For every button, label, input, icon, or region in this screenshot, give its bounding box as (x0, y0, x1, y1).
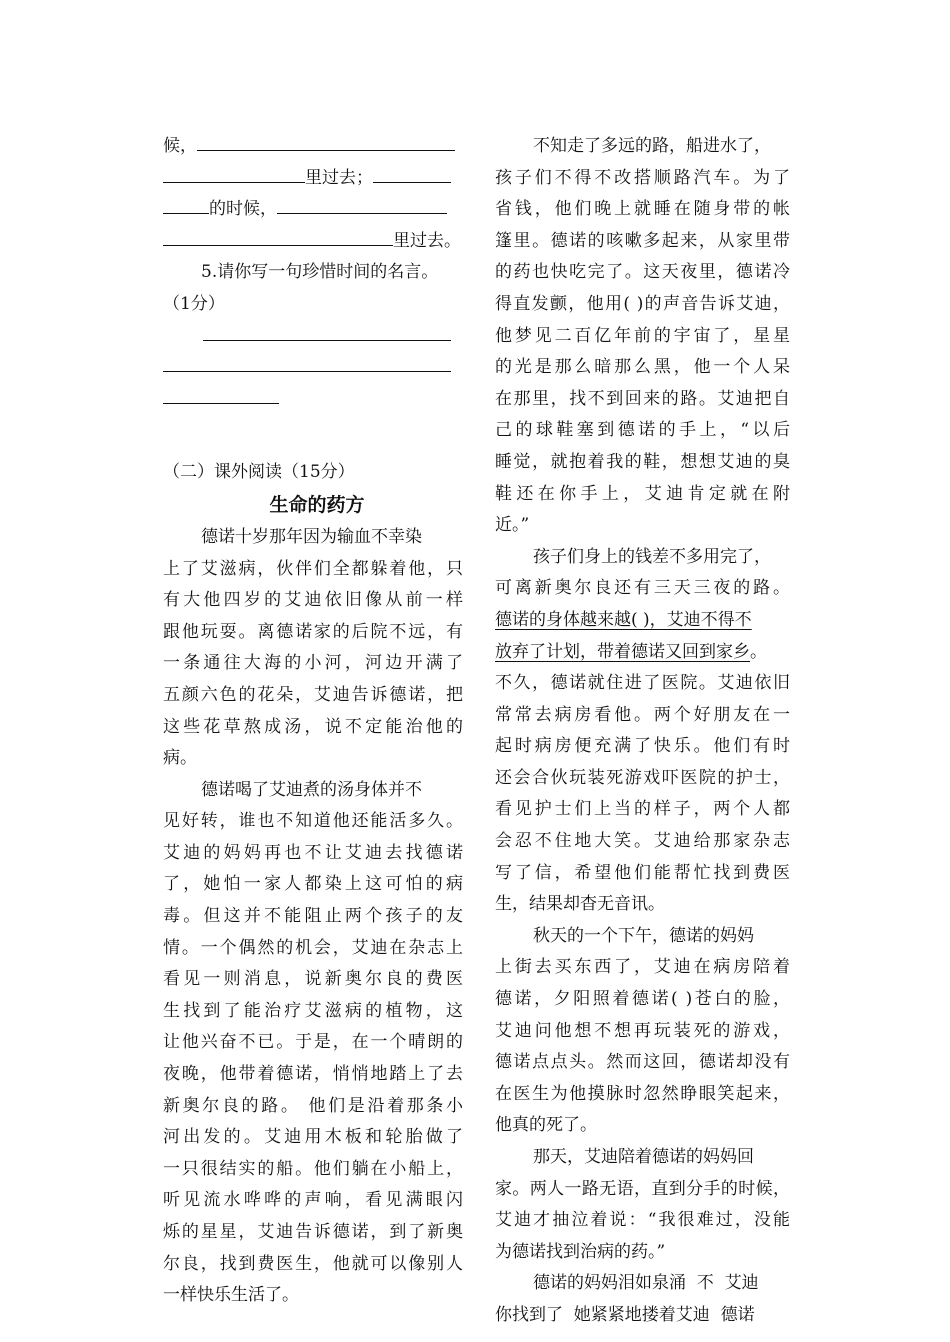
right-column (495, 131, 790, 1332)
text-line: 上了艾滋病，伙伴们全都躲着他，只 (163, 558, 463, 579)
text-line: 看见一则消息，说新奥尔良的费医 (163, 969, 463, 990)
text-line: 德诺的妈妈泪如泉涌 不 艾迪 (533, 1273, 759, 1294)
text-line: 艾迪的妈妈再也不让艾迪去找德诺 (163, 842, 463, 863)
answer-blank[interactable] (163, 353, 451, 372)
text-line: 起时病房便充满了快乐。他们有时 (495, 736, 790, 757)
answer-blank[interactable] (163, 385, 279, 404)
answer-blank[interactable] (197, 132, 455, 151)
text-line: 可离新奥尔良还有三天三夜的路。 (495, 578, 790, 599)
text-line: 在医生为他摸脉时忽然睁眼笑起来， (495, 1083, 790, 1104)
underlined-sentence-line-2: 放弃了计划，带着德诺又回到家乡。 (495, 641, 767, 662)
text-line: 孩子们身上的钱差不多用完了， (533, 546, 771, 567)
text-line: 为德诺找到治病的药。” (495, 1241, 666, 1262)
text-line: 艾迪问他想不想再玩装死的游戏， (495, 1020, 790, 1041)
q5-answer-line-3 (163, 384, 463, 416)
text-line: 尔良，找到费医生，他就可以像别人 (163, 1253, 463, 1274)
text-line: 德诺点点头。然而这回，德诺却没有 (495, 1052, 790, 1073)
text-line: 情。一个偶然的机会，艾迪在杂志上 (163, 937, 463, 958)
answer-blank[interactable] (163, 164, 305, 183)
paragraph-4 (495, 542, 790, 921)
text-line: 不久，德诺就住进了医院。艾迪依旧 (495, 673, 790, 694)
text-line: 了，她怕一家人都染上这可怕的病 (163, 874, 463, 895)
text-line: 会忍不住地大笑。艾迪给那家杂志 (495, 831, 790, 852)
text-line: 他梦见二百亿年前的宇宙了，星星 (495, 325, 790, 346)
q5-answer-line-1 (163, 321, 463, 353)
text-line: 上街去买东西了，艾迪在病房陪着 (495, 957, 790, 978)
text-line: 一只很结实的船。他们躺在小船上， (163, 1158, 463, 1179)
text-line: 新奥尔良的路。 他们是沿着那条小 (163, 1095, 463, 1116)
paragraph-7 (495, 1268, 790, 1331)
text-line: 烁的星星，艾迪告诉德诺，到了新奥 (163, 1222, 463, 1242)
text-line: 睡觉，就抱着我的鞋，想想艾迪的臭 (495, 451, 790, 472)
text-line: 那天，艾迪陪着德诺的妈妈回 (533, 1147, 754, 1167)
answer-blank[interactable] (277, 195, 447, 214)
text-line: 己的球鞋塞到德诺的手上，“以后 (495, 420, 790, 441)
section-heading: （二）课外阅读（15分） (163, 462, 355, 483)
text-line: 一样快乐生活了。 (163, 1285, 299, 1306)
text-line: 还会合伙玩装死游戏吓医院的护士， (495, 767, 790, 788)
paragraph-1 (163, 522, 463, 775)
text-line: 这些花草熬成汤，说不定能治他的 (163, 716, 463, 737)
text-line: 秋天的一个下午，德诺的妈妈 (533, 925, 754, 946)
text-line: 得直发颤，他用( )的声音告诉艾迪， (495, 293, 790, 314)
answer-blank[interactable] (203, 322, 451, 341)
text-line: 看见护士们上当的样子，两个人都 (495, 799, 790, 820)
underlined-text: 德诺的身体越来越( )，艾迪不得不 (495, 609, 752, 630)
text-line: 五颜六色的花朵，艾迪告诉德诺，把 (163, 684, 463, 705)
q5-answer-line-2 (163, 352, 463, 384)
q4-line-4: 里过去。 (163, 226, 463, 258)
text-line: 不知走了多远的路，船进水了， (533, 136, 771, 156)
text-line: 篷里。德诺的咳嗽多起来，从家里带 (495, 230, 790, 251)
text-line: 家。两人一路无语，直到分手的时候， (495, 1178, 790, 1199)
answer-blank[interactable] (163, 227, 393, 246)
text-line: 让他兴奋不已。于是，在一个晴朗的 (163, 1032, 463, 1053)
answer-blank[interactable] (163, 195, 209, 214)
paragraph-3 (495, 131, 790, 542)
text-line: 德诺，夕阳照着德诺( )苍白的脸， (495, 989, 790, 1010)
text-line: 毒。但这并不能阻止两个孩子的友 (163, 906, 463, 927)
text-line: 病。 (163, 748, 197, 769)
text-line: 生，结果却杳无音讯。 (495, 894, 665, 915)
text-line: 见好转，谁也不知道他还能活多久。 (163, 811, 463, 832)
story-title: 生命的药方 (269, 493, 365, 516)
paragraph-5 (495, 921, 790, 1142)
question-5-score: （1分） (163, 293, 225, 314)
text-line: 夜晚，他带着德诺，悄悄地踏上了去 (163, 1064, 463, 1085)
answer-blank[interactable] (373, 164, 451, 183)
text-line: 孩子们不得不改搭顺路汽车。为了 (495, 167, 790, 188)
text-line: 一条通往大海的小河，河边开满了 (163, 653, 463, 674)
text-line: 的光是那么暗那么黑，他一个人呆 (495, 357, 790, 378)
text-line: 跟他玩耍。离德诺家的后院不远，有 (163, 621, 463, 642)
paragraph-6 (495, 1142, 790, 1268)
text-line: 有大他四岁的艾迪依旧像从前一样 (163, 590, 463, 611)
text-line: 在那里，找不到回来的路。艾迪把自 (495, 388, 790, 409)
spacer (163, 415, 463, 457)
text-line: 近。” (495, 515, 530, 536)
text-line: 你找到了 她紧紧地搂着艾迪 德诺 (495, 1304, 755, 1325)
text-line: 他真的死了。 (495, 1115, 597, 1136)
text-line: 德诺喝了艾迪煮的汤身体并不 (201, 779, 422, 800)
question-5: 5.请你写一句珍惜时间的名言。 (201, 262, 439, 283)
text-line: 德诺十岁那年因为输血不幸染 (201, 526, 422, 547)
underlined-text: 放弃了计划，带着德诺又回到家乡 (495, 641, 750, 662)
left-column (163, 131, 463, 1312)
text-line: 常常去病房看他。两个好朋友在一 (495, 704, 790, 725)
text-line: 鞋还在你手上，艾迪肯定就在附 (495, 483, 790, 504)
paragraph-2 (163, 775, 463, 1312)
q4-line-2: 里过去； (163, 163, 463, 195)
text-line: 河出发的。艾迪用木板和轮胎做了 (163, 1127, 463, 1148)
text-line: 的药也快吃完了。这天夜里，德诺冷 (495, 262, 790, 283)
text-line: 生找到了能治疗艾滋病的植物，这 (163, 1000, 463, 1021)
q4-line-3: 的时候， (163, 194, 463, 226)
q4-line-1: 候， (163, 131, 463, 163)
text-line: 写了信，希望他们能帮忙找到费医 (495, 862, 790, 883)
text-line: 听见流水哗哗的声响，看见满眼闪 (163, 1190, 463, 1211)
text-line: 省钱，他们晚上就睡在随身带的帐 (495, 199, 790, 220)
text-line: 艾迪才抽泣着说：“我很难过，没能 (495, 1210, 790, 1231)
underlined-sentence-line-1 (495, 605, 790, 637)
